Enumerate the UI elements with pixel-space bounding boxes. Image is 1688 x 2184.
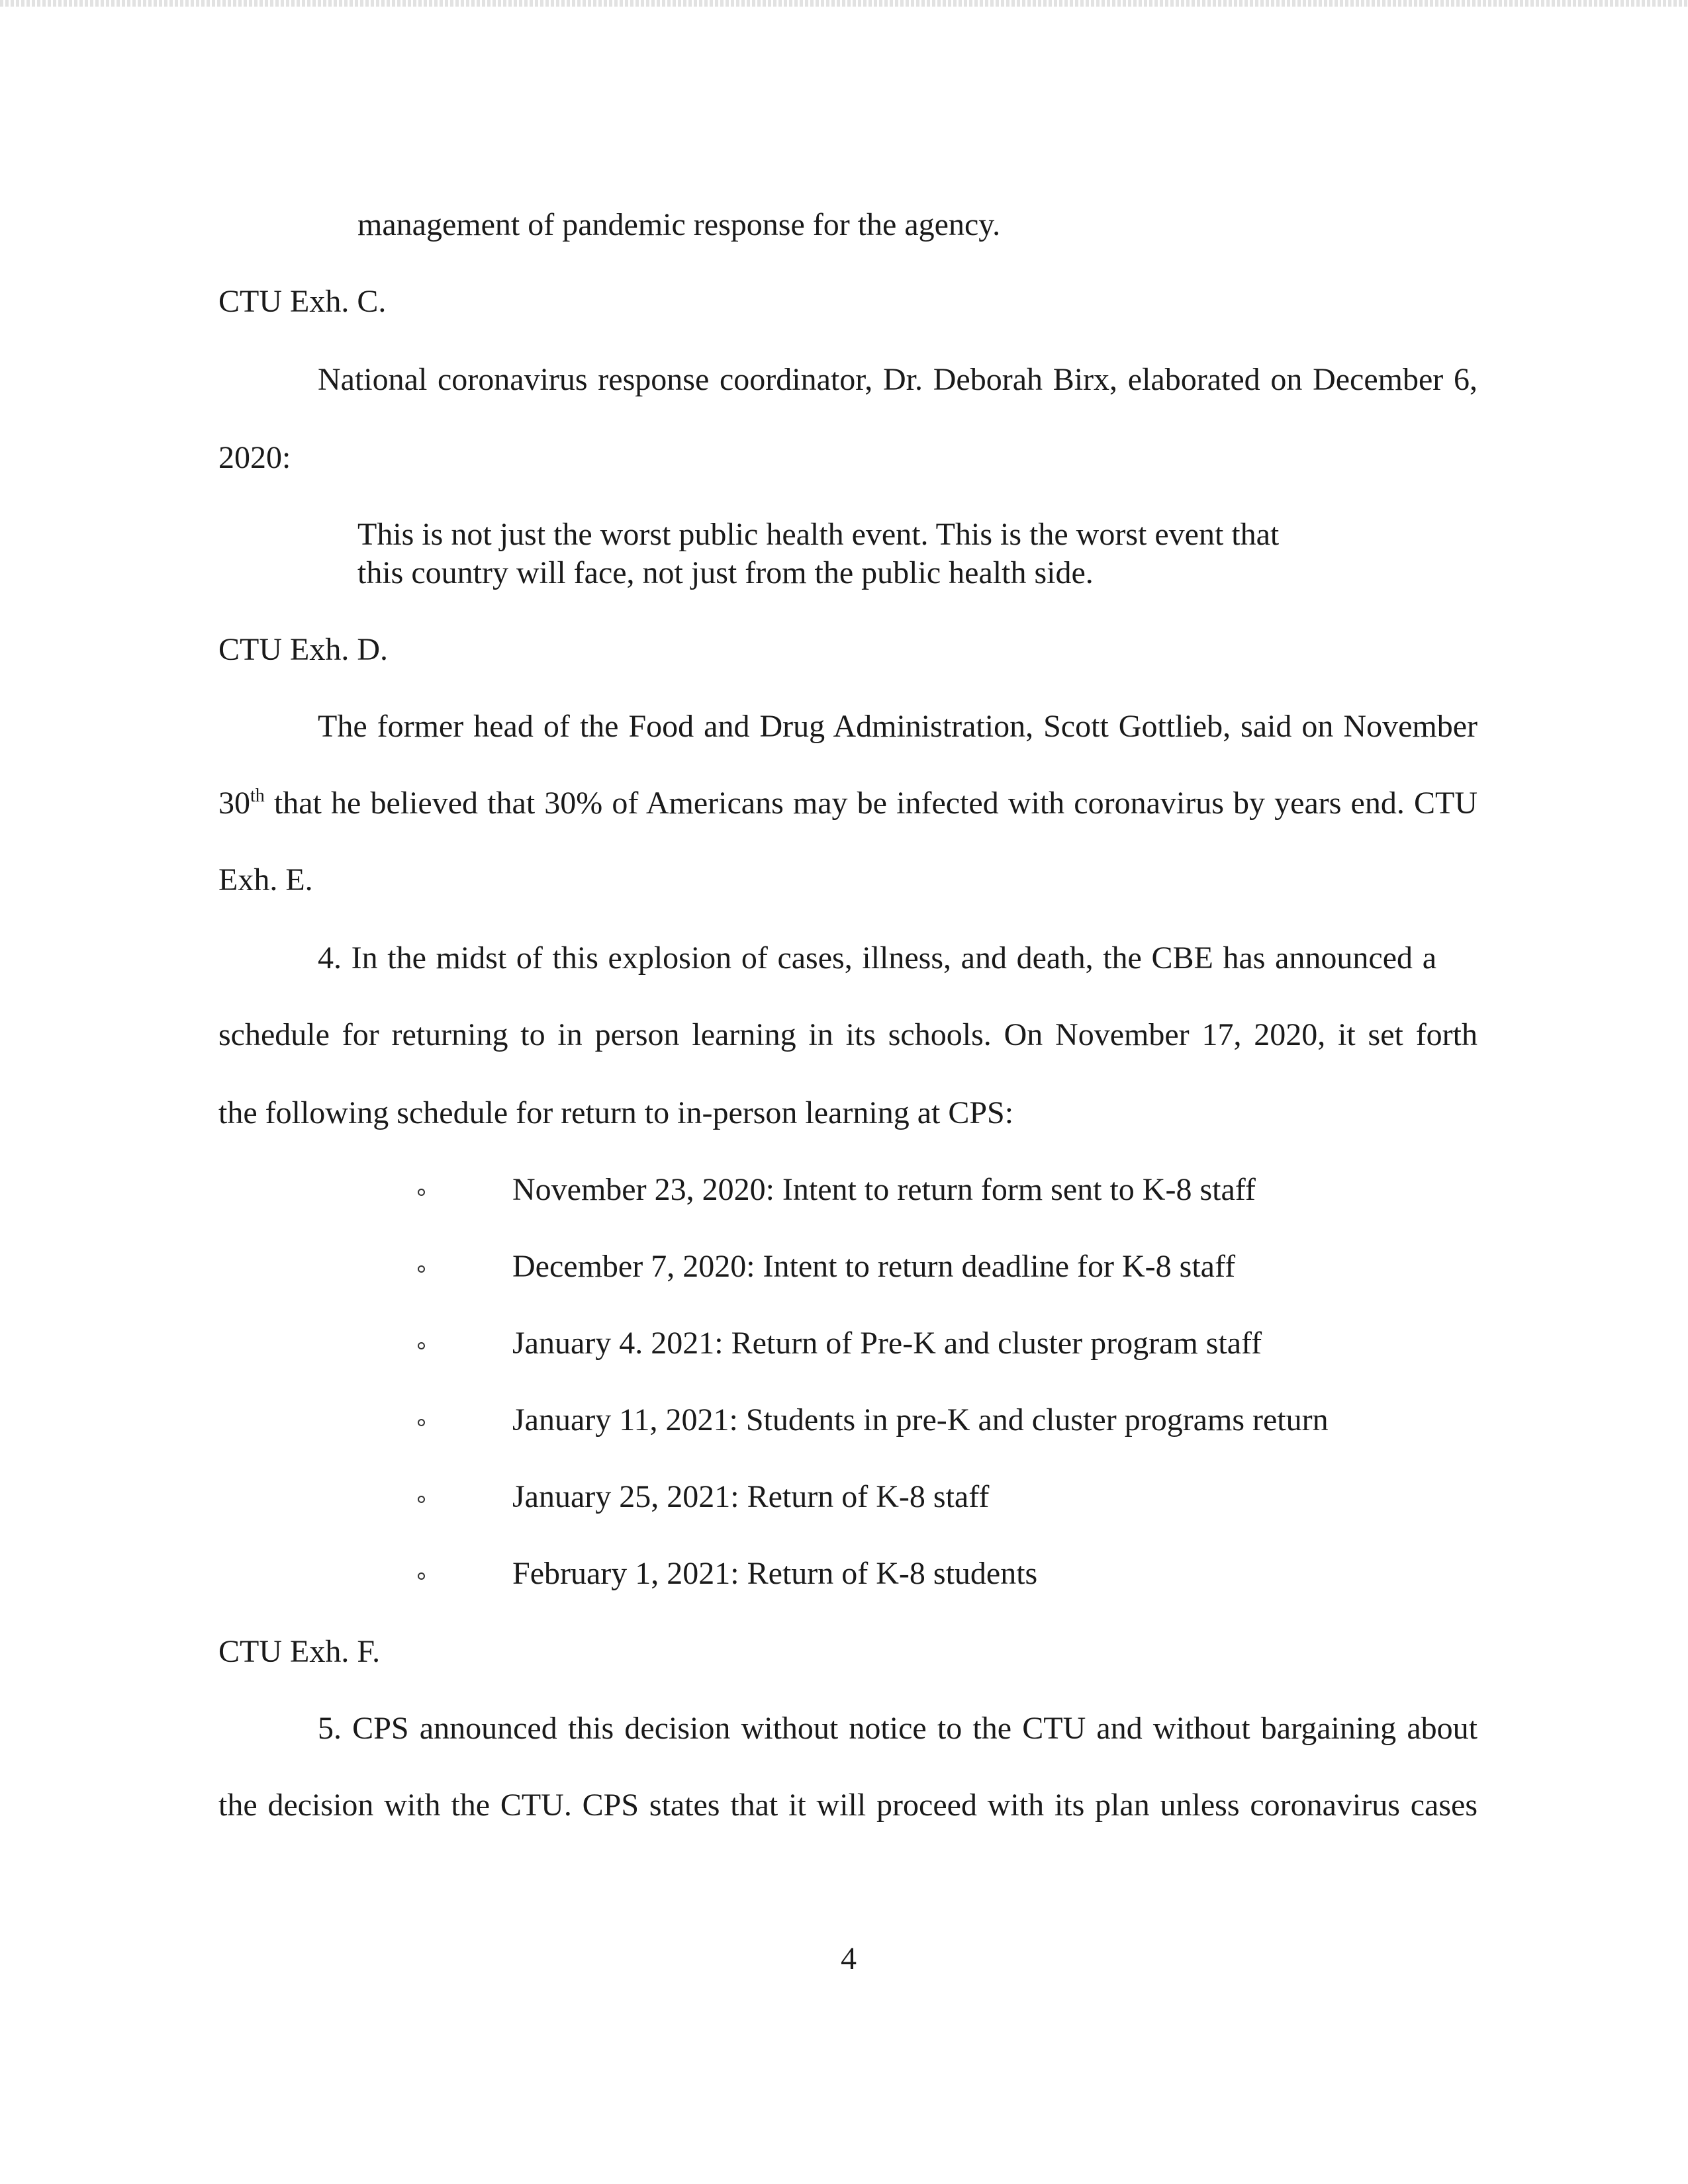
exhibit-citation-f: CTU Exh. F. [218, 1634, 381, 1669]
bullet-icon [418, 1265, 425, 1273]
paragraph-line: 5. CPS announced this decision without notice to the CTU and without bargaining about [318, 1711, 1477, 1746]
exhibit-citation-c: CTU Exh. C. [218, 284, 387, 319]
bullet-icon [418, 1189, 425, 1196]
list-item-text: January 25, 2021: Return of K-8 staff [512, 1479, 990, 1514]
gottlieb-line: The former head of the Food and Drug Administration, Scott Gottlieb, said on November [318, 709, 1477, 744]
bullet-icon [418, 1572, 425, 1580]
date-day: 30 [218, 786, 250, 821]
quote-line: This is not just the worst public health event. This is the worst event that [357, 517, 1280, 552]
scan-edge-artifact [0, 0, 1688, 7]
exhibit-citation-d: CTU Exh. D. [218, 632, 388, 667]
ordinal-suffix: th [250, 786, 265, 806]
paragraph-line: the decision with the CTU. CPS states that it will proceed with its plan unless coronavirus cases [218, 1788, 1477, 1823]
list-item-text: November 23, 2020: Intent to return form sent to K-8 staff [512, 1172, 1256, 1207]
paragraph-line: 4. In the midst of this explosion of cases, illness, and death, the CBE has announced a [318, 940, 1436, 976]
list-item-text: January 4. 2021: Return of Pre-K and cluster program staff [512, 1326, 1262, 1361]
exhibit-citation-e: Exh. E. [218, 862, 313, 897]
list-item-text: January 11, 2021: Students in pre-K and cluster programs return [512, 1402, 1329, 1437]
list-item-text: February 1, 2021: Return of K-8 students [512, 1556, 1038, 1591]
bullet-icon [418, 1419, 425, 1426]
birx-intro-line: National coronavirus response coordinator, Dr. Deborah Birx, elaborated on December 6, [318, 362, 1477, 397]
gottlieb-text: that he believed that 30% of Americans may be infected with coronavirus by years end. CTU [264, 786, 1477, 821]
continued-line: management of pandemic response for the agency. [357, 207, 1001, 242]
gottlieb-line [218, 785, 1477, 822]
quote-line: this country will face, not just from the public health side. [357, 555, 1094, 590]
list-item-text: December 7, 2020: Intent to return deadline for K-8 staff [512, 1249, 1236, 1284]
page-number: 4 [841, 1941, 857, 1976]
paragraph-line: the following schedule for return to in-person learning at CPS: [218, 1095, 1014, 1130]
bullet-icon [418, 1342, 425, 1349]
bullet-icon [418, 1496, 425, 1503]
birx-intro-date: 2020: [218, 440, 291, 475]
paragraph-line: schedule for returning to in person learning in its schools. On November 17, 2020, it set forth [218, 1017, 1477, 1052]
